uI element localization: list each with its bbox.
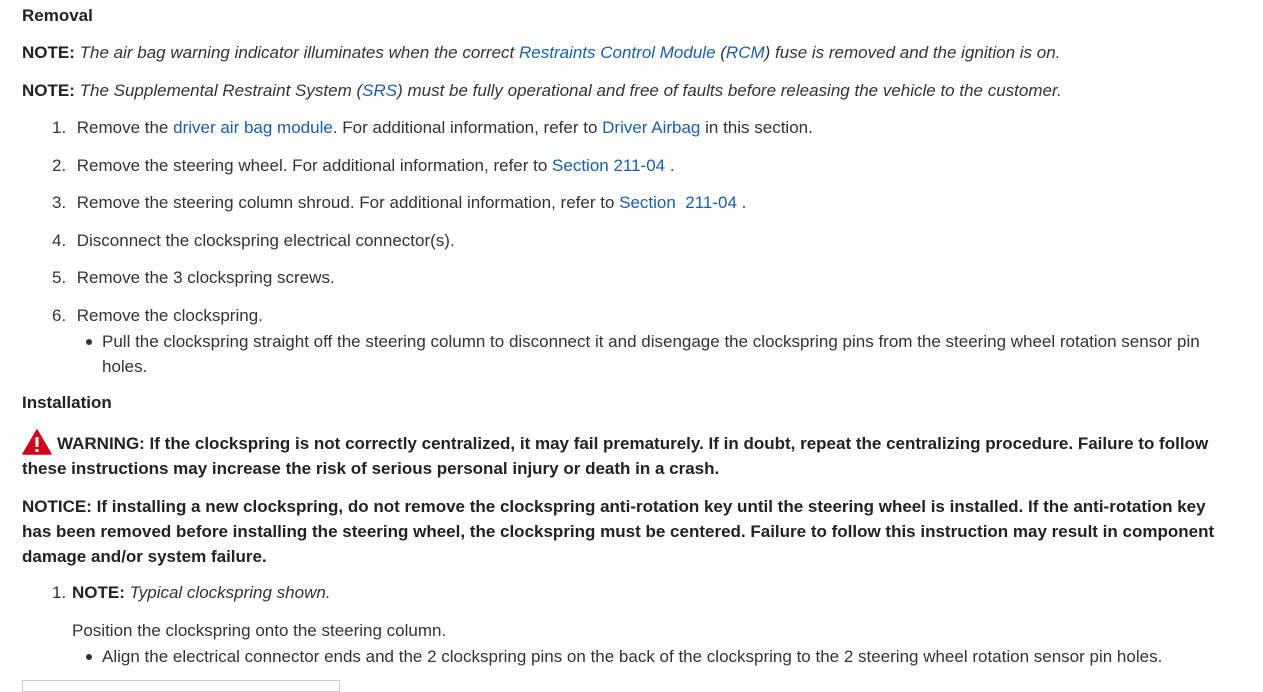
warning-triangle-icon	[22, 429, 52, 455]
step-text: Remove the steering column shroud. For additional information, refer to	[76, 193, 620, 212]
step-text: Remove the steering wheel. For additional information, refer to	[76, 156, 553, 175]
note-text: ) must be fully operational and free of faults before releasing the vehicle to the customer.	[397, 81, 1062, 100]
notice-block: NOTICE: If installing a new clockspring, do not remove the clockspring anti-rotation key until the steering wheel is installed. If the anti-rotation key has been removed before installing the steering wheel, the clockspring must be centered. Failure to follow this instruction may result in component damage and/or system failure.	[22, 497, 1215, 566]
bullet-text: Align the electrical connector ends and the 2 clockspring pins on the back of the clockspring to the 2 steering wheel rotation sensor pin holes.	[102, 647, 1163, 666]
step-number: 3.	[52, 193, 67, 212]
note-text: (	[715, 43, 726, 62]
warning-text: WARNING: If the clockspring is not correctly centralized, it may fail prematurely. If in doubt, repeat the centralizing procedure. Failure to follow these instructions may increase the risk of serious personal injury or death in a crash.	[22, 434, 1209, 478]
step-number: 1.	[52, 118, 67, 137]
removal-step-2	[52, 156, 675, 176]
figure-frame	[22, 680, 340, 692]
step-number: 1.	[52, 583, 67, 602]
step-number: 2.	[52, 156, 67, 175]
link-section-211-04[interactable]: Section 211-04	[552, 156, 666, 175]
note-srs	[22, 81, 1062, 101]
note-text: The Supplemental Restraint System (	[74, 81, 363, 100]
link-driver-airbag[interactable]: Driver Airbag	[602, 118, 701, 137]
link-rcm[interactable]: RCM	[725, 43, 765, 62]
step-number: 4.	[52, 231, 67, 250]
note-text: The air bag warning indicator illuminates when the correct	[74, 43, 519, 62]
bullet-text: Pull the clockspring straight off the steering column to disconnect it and disengage the clockspring pins from the steering wheel rotation sensor pin holes.	[102, 332, 1200, 376]
step-number: 5.	[52, 268, 67, 287]
removal-step-6	[52, 306, 263, 326]
removal-step-1	[52, 118, 813, 138]
step-text: .	[665, 156, 675, 175]
step-text: .	[736, 193, 747, 212]
step-text: in this section.	[700, 118, 813, 137]
removal-step-5	[52, 268, 335, 288]
removal-step-4	[52, 231, 455, 251]
link-restraints-control-module[interactable]: Restraints Control Module	[519, 43, 716, 62]
note-text: ) fuse is removed and the ignition is on.	[764, 43, 1061, 62]
bullet-icon	[86, 654, 92, 660]
link-srs[interactable]: SRS	[362, 81, 398, 100]
note-label: NOTE:	[22, 43, 75, 62]
installation-step-1-body: Position the clockspring onto the steering column.	[72, 621, 447, 640]
step-text: Remove the	[76, 118, 174, 137]
link-section-211-04[interactable]: Section 211-04	[619, 193, 737, 212]
removal-heading: Removal	[22, 6, 93, 25]
step-text: Remove the clockspring.	[76, 306, 263, 325]
note-label: NOTE:	[22, 81, 75, 100]
bullet-icon	[86, 339, 92, 345]
list-item	[102, 644, 1262, 669]
installation-step-1	[52, 583, 331, 603]
step-text: . For additional information, refer to	[332, 118, 603, 137]
note-airbag-indicator	[22, 43, 1060, 63]
note-label: NOTE:	[72, 583, 125, 602]
step-text: Remove the 3 clockspring screws.	[76, 268, 335, 287]
note-text: Typical clockspring shown.	[124, 583, 331, 602]
installation-heading: Installation	[22, 393, 112, 412]
step-number: 6.	[52, 306, 67, 325]
warning-block	[22, 429, 1237, 481]
removal-step-3	[52, 193, 746, 213]
list-item	[102, 329, 1202, 379]
link-driver-air-bag-module[interactable]: driver air bag module	[173, 118, 333, 137]
step-text: Disconnect the clockspring electrical connector(s).	[76, 231, 455, 250]
